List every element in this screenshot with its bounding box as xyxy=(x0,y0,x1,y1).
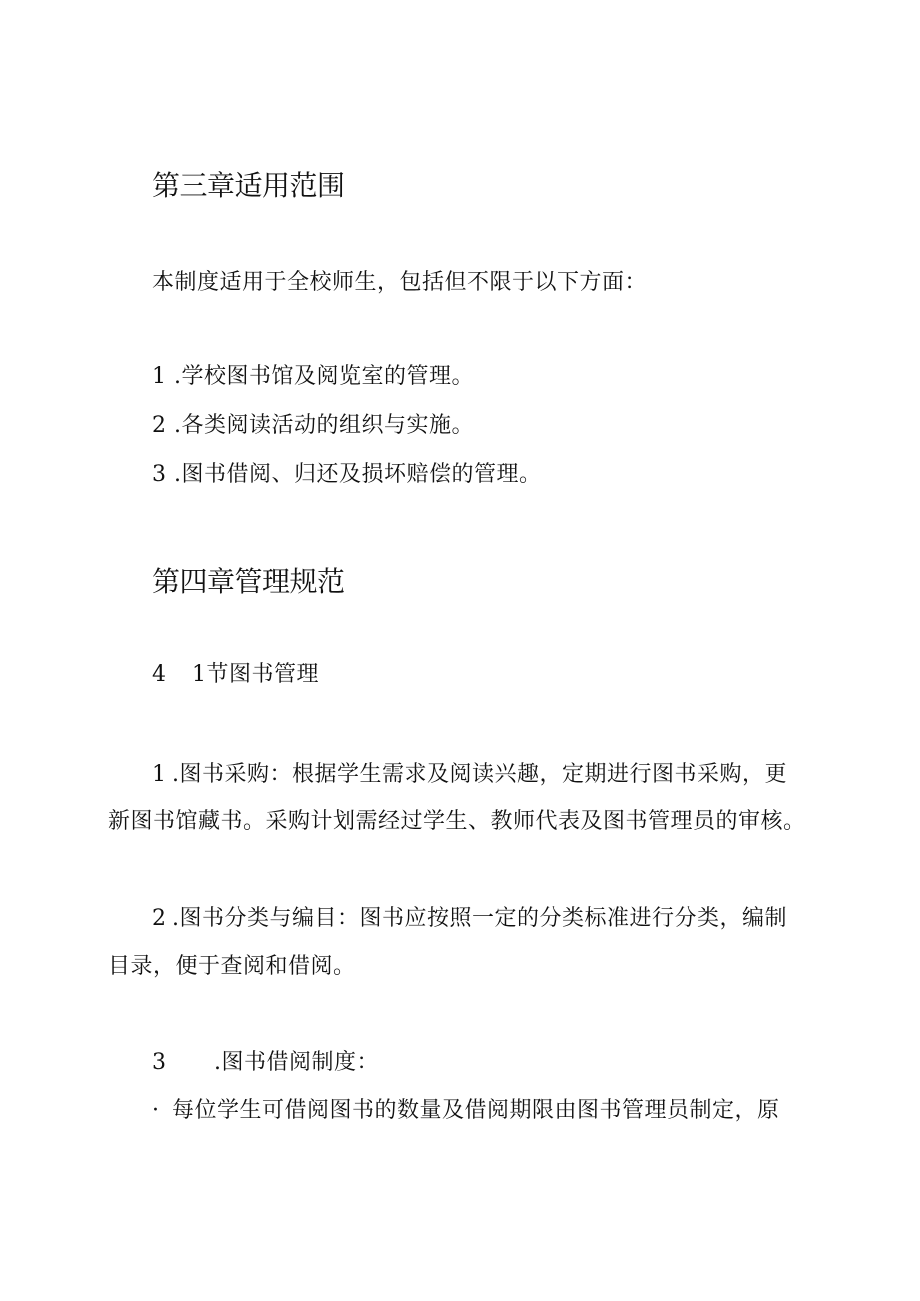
paragraph-2-line-2: 目录，便于查阅和借阅。 xyxy=(108,954,356,979)
list-item xyxy=(152,362,474,392)
paragraph-1-line-1: 1 .图书采购：根据学生需求及阅读兴趣，定期进行图书采购，更 xyxy=(152,760,787,790)
list-item-text: .学校图书馆及阅览室的管理。 xyxy=(174,364,474,389)
list-item-text: .图书借阅、归还及损坏赔偿的管理。 xyxy=(174,462,542,487)
paragraph-2-line-1: 2 .图书分类与编目：图书应按照一定的分类标准进行分类，编制 xyxy=(152,904,787,934)
bullet-item xyxy=(152,1096,780,1126)
list-item-number: 1 xyxy=(152,364,167,389)
chapter3-intro: 本制度适用于全校师生，包括但不限于以下方面： xyxy=(152,270,648,295)
paragraph-1-line-2: 新图书馆藏书。采购计划需经过学生、教师代表及图书管理员的审核。 xyxy=(108,809,806,834)
list-item xyxy=(152,411,474,441)
section-number: 4 xyxy=(152,662,167,687)
chapter4-title: 第四章管理规范 xyxy=(152,565,345,598)
list-item-text: .各类阅读活动的组织与实施。 xyxy=(174,413,474,438)
bullet-mark: · xyxy=(152,1098,160,1123)
bullet-text: 每位学生可借阅图书的数量及借阅期限由图书管理员制定，原 xyxy=(172,1098,780,1123)
paragraph-number: 2 xyxy=(152,906,167,931)
paragraph-number: 1 xyxy=(152,762,167,787)
list-item xyxy=(152,460,542,490)
section-title: 1节图书管理 xyxy=(192,662,319,687)
paragraph-3: 3 .图书借阅制度： xyxy=(152,1048,379,1078)
paragraph-number: 3 xyxy=(152,1050,167,1075)
section-heading xyxy=(152,660,319,690)
list-item-number: 3 xyxy=(152,462,167,487)
chapter3-title: 第三章适用范围 xyxy=(152,169,345,202)
list-item-number: 2 xyxy=(152,413,167,438)
